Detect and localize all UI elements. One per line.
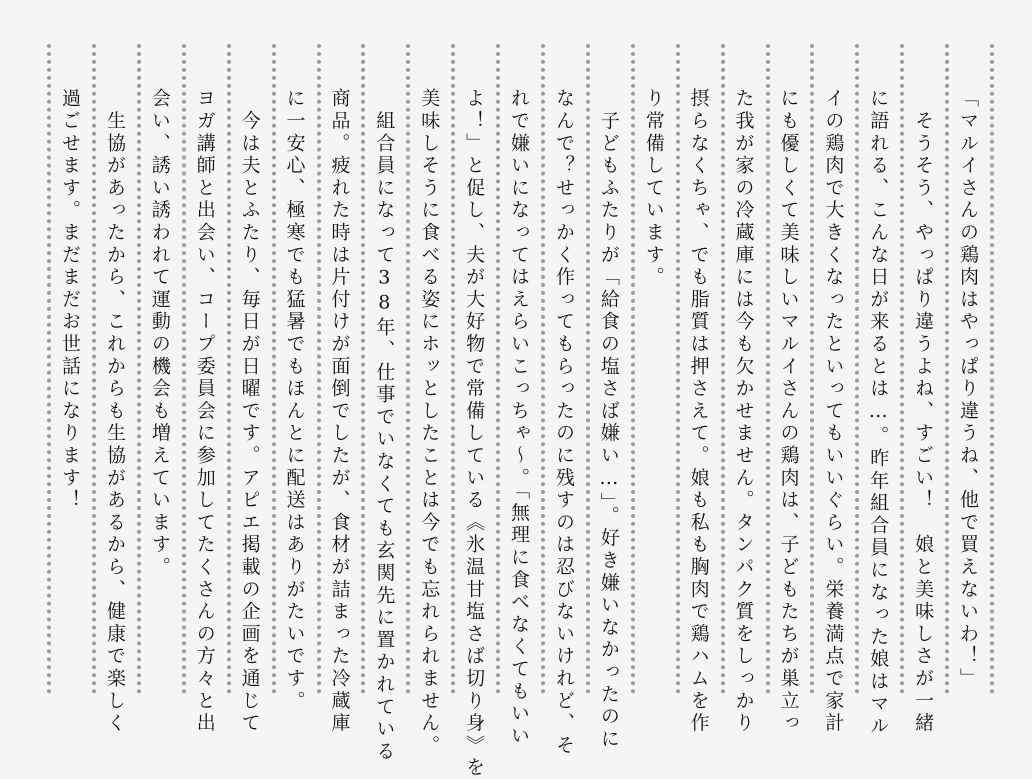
column-line-text: よ！」と促し、夫が大好物で常備している《氷温甘塩さば切り身》を: [463, 88, 486, 779]
dotted-column-rule: [182, 44, 186, 694]
dotted-column-rule: [855, 44, 859, 694]
dotted-column-rule: [676, 44, 680, 694]
column-line-text: た我が家の冷蔵庫には今も欠かせません。タンパク質をしっかり: [732, 88, 755, 735]
dotted-column-rule: [451, 44, 455, 694]
column-line-text: り常備しています。: [642, 88, 665, 289]
column-line-text: 子どもふたりが「給食の塩さば嫌い…」。好き嫌いなかったのに: [597, 88, 620, 751]
dotted-column-rule: [406, 44, 410, 694]
dotted-column-rule: [47, 44, 51, 694]
column-line-text: に一安心、極寒でも猛暑でもほんとに配送はありがたいです。: [283, 88, 306, 713]
text-column: [766, 0, 811, 735]
text-column: [361, 0, 406, 763]
column-line-text: なんで？せっかく作ってもらったのに残すのは忍びないけれど、そ: [552, 88, 575, 757]
text-column: [182, 0, 227, 735]
column-line-text: れで嫌いになってはえらいこっちゃ～。「無理に食べなくてもいい: [508, 88, 531, 748]
text-column: [855, 0, 900, 738]
dotted-column-rule: [541, 44, 545, 694]
column-line-text: 生協があったから、これからも生協があるから、健康で楽しく: [103, 88, 126, 735]
dotted-column-rule: [586, 44, 590, 694]
right-border-rule: [990, 0, 998, 704]
text-column: [676, 0, 721, 735]
column-line-text: 過ごせます。まだまだお世話になります！: [59, 88, 82, 512]
text-column: [92, 0, 137, 735]
dotted-column-rule: [92, 44, 96, 694]
dotted-column-rule: [137, 44, 141, 694]
column-line-text: 商品。疲れた時は片付けが面倒でしたが、食材が詰まった冷蔵庫: [328, 88, 351, 735]
dotted-column-rule: [990, 44, 994, 694]
dotted-column-rule: [272, 44, 276, 694]
dotted-column-rule: [945, 44, 949, 694]
column-line-text: 組合員になって38年、仕事でいなくても玄関先に置かれている: [373, 88, 396, 763]
text-column: [137, 0, 182, 704]
dotted-column-rule: [900, 44, 904, 694]
column-line-text: イの鶏肉で大きくなったといってもいいぐらい。栄養満点で家計: [822, 88, 845, 735]
text-column: [272, 0, 317, 713]
text-column: [945, 0, 990, 704]
column-line-text: 「マルイさんの鶏肉はやっぱり違うね、他で買えないわ！」: [957, 88, 980, 691]
column-line-text: に語れる、こんな日が来るとは…。昨年組合員になった娘はマル: [867, 88, 890, 738]
column-line-text: にも優しくて美味しいマルイさんの鶏肉は、子どもたちが巣立っ: [777, 88, 800, 735]
text-column: [496, 0, 541, 748]
text-column: [721, 0, 766, 735]
text-column: [900, 0, 945, 735]
column-line-text: ヨガ講師と出会い、コープ委員会に参加してたくさんの方々と出: [193, 88, 216, 735]
column-line-text: 今は夫とふたり、毎日が日曜です。アピエ掲載の企画を通じて: [238, 88, 261, 735]
text-column: [451, 0, 496, 779]
dotted-column-rule: [721, 44, 725, 694]
text-column: [406, 0, 451, 757]
column-line-text: 摂らなくちゃ、でも脂質は押さえて。娘も私も胸肉で鶏ハムを作: [687, 88, 710, 735]
text-column: [47, 0, 92, 704]
dotted-column-rule: [766, 44, 770, 694]
dotted-column-rule: [810, 44, 814, 694]
column-line-text: そうそう、やっぱり違うよね、すごい！ 娘と美味しさが一緒: [912, 88, 935, 735]
text-column: [631, 0, 676, 704]
text-column: [227, 0, 272, 735]
dotted-column-rule: [361, 44, 365, 694]
column-line-text: 会い、誘い誘われて運動の機会も増えています。: [148, 88, 171, 579]
text-column: [317, 0, 362, 735]
dotted-column-rule: [631, 44, 635, 694]
dotted-column-rule: [317, 44, 321, 694]
dotted-column-rule: [227, 44, 231, 694]
column-line-text: 美味しそうに食べる姿にホッとしたことは今でも忘れられません。: [418, 88, 441, 757]
dotted-column-rule: [496, 44, 500, 694]
text-column: [810, 0, 855, 735]
text-column: [586, 0, 631, 751]
text-column: [541, 0, 586, 757]
